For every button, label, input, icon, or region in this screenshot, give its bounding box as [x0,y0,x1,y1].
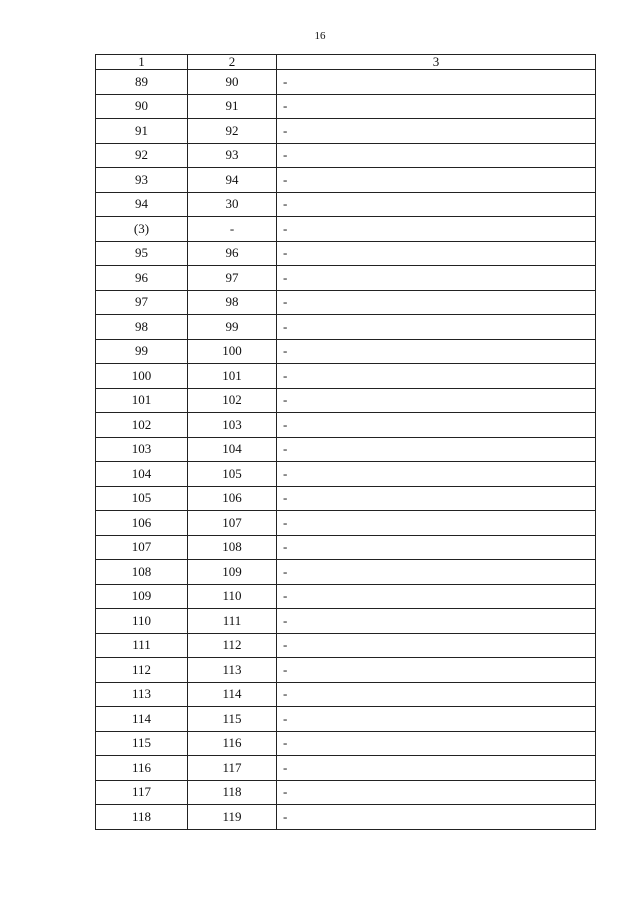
table-header-row [96,55,596,70]
table-cell-col-3: - [277,658,596,683]
table-cell-col-3: - [277,486,596,511]
table-cell-col-1: 116 [96,756,188,781]
column-header-3: 3 [277,55,596,70]
table-row [96,339,596,364]
table-cell-col-3: - [277,290,596,315]
table-cell-col-1: 101 [96,388,188,413]
table-cell-col-3: - [277,388,596,413]
table-row [96,731,596,756]
table-cell-col-1: 111 [96,633,188,658]
table-cell-col-2: 99 [188,315,277,340]
table-cell-col-1: 107 [96,535,188,560]
table-cell-col-3: - [277,780,596,805]
table-cell-col-1: 99 [96,339,188,364]
table-cell-col-1: 108 [96,560,188,585]
table-cell-col-2: - [188,217,277,242]
table-cell-col-3: - [277,192,596,217]
table-row [96,462,596,487]
table-cell-col-1: 98 [96,315,188,340]
table-cell-col-2: 105 [188,462,277,487]
table-cell-col-2: 111 [188,609,277,634]
table-cell-col-3: - [277,143,596,168]
table-cell-col-2: 30 [188,192,277,217]
table-cell-col-3: - [277,609,596,634]
table-cell-col-2: 93 [188,143,277,168]
table-cell-col-3: - [277,70,596,95]
table-row [96,217,596,242]
table-cell-col-2: 97 [188,266,277,291]
table-cell-col-1: 95 [96,241,188,266]
table-row [96,707,596,732]
table-cell-col-1: 100 [96,364,188,389]
table-cell-col-1: 97 [96,290,188,315]
table-cell-col-2: 115 [188,707,277,732]
table-cell-col-2: 113 [188,658,277,683]
table-cell-col-1: 104 [96,462,188,487]
column-header-2: 2 [188,55,277,70]
table-cell-col-3: - [277,756,596,781]
table-cell-col-2: 119 [188,805,277,830]
data-table [95,54,596,830]
table-row [96,584,596,609]
table-row [96,70,596,95]
table-cell-col-1: 115 [96,731,188,756]
table-row [96,805,596,830]
table-row [96,143,596,168]
page-number: 16 [314,30,326,42]
table-row [96,364,596,389]
table-cell-col-1: 113 [96,682,188,707]
table-cell-col-1: 92 [96,143,188,168]
table-cell-col-1: (3) [96,217,188,242]
table-cell-col-1: 94 [96,192,188,217]
table-cell-col-3: - [277,266,596,291]
table-row [96,437,596,462]
table-row [96,511,596,536]
table-cell-col-1: 103 [96,437,188,462]
table-cell-col-3: - [277,339,596,364]
table-cell-col-1: 110 [96,609,188,634]
table-cell-col-2: 118 [188,780,277,805]
table-cell-col-1: 102 [96,413,188,438]
table-cell-col-3: - [277,535,596,560]
table-cell-col-3: - [277,584,596,609]
table-row [96,633,596,658]
table-cell-col-3: - [277,119,596,144]
table-row [96,168,596,193]
table-row [96,94,596,119]
table-cell-col-1: 106 [96,511,188,536]
table-cell-col-3: - [277,560,596,585]
table-cell-col-3: - [277,462,596,487]
table-cell-col-1: 90 [96,94,188,119]
table-cell-col-2: 109 [188,560,277,585]
table-row [96,413,596,438]
table-cell-col-2: 112 [188,633,277,658]
table-row [96,486,596,511]
table-cell-col-3: - [277,241,596,266]
table-cell-col-2: 91 [188,94,277,119]
table-cell-col-1: 118 [96,805,188,830]
table-cell-col-2: 94 [188,168,277,193]
table-cell-col-3: - [277,805,596,830]
table-cell-col-1: 105 [96,486,188,511]
table-row [96,682,596,707]
table-cell-col-1: 112 [96,658,188,683]
table-cell-col-1: 91 [96,119,188,144]
table-cell-col-2: 103 [188,413,277,438]
table-row [96,290,596,315]
table-row [96,609,596,634]
table-row [96,266,596,291]
table-cell-col-2: 96 [188,241,277,266]
table-row [96,315,596,340]
table-row [96,780,596,805]
table-cell-col-3: - [277,437,596,462]
table-row [96,560,596,585]
table-cell-col-2: 101 [188,364,277,389]
table-cell-col-3: - [277,511,596,536]
table-cell-col-3: - [277,315,596,340]
table-cell-col-3: - [277,413,596,438]
table-cell-col-2: 106 [188,486,277,511]
table-cell-col-1: 109 [96,584,188,609]
table-cell-col-2: 107 [188,511,277,536]
table-cell-col-3: - [277,707,596,732]
table-cell-col-2: 110 [188,584,277,609]
table-row [96,388,596,413]
table-row [96,119,596,144]
table-row [96,535,596,560]
table-row [96,241,596,266]
table-cell-col-2: 104 [188,437,277,462]
table-row [96,756,596,781]
table-cell-col-1: 114 [96,707,188,732]
table-body [96,70,596,830]
table-cell-col-2: 98 [188,290,277,315]
table-cell-col-2: 114 [188,682,277,707]
table-cell-col-3: - [277,731,596,756]
table-cell-col-3: - [277,633,596,658]
table-cell-col-2: 116 [188,731,277,756]
table-cell-col-3: - [277,168,596,193]
table-cell-col-2: 90 [188,70,277,95]
table-row [96,658,596,683]
table-cell-col-2: 108 [188,535,277,560]
table-cell-col-2: 100 [188,339,277,364]
table-cell-col-1: 96 [96,266,188,291]
table-cell-col-3: - [277,364,596,389]
table-cell-col-1: 117 [96,780,188,805]
table-cell-col-1: 93 [96,168,188,193]
table-row [96,192,596,217]
table-cell-col-2: 92 [188,119,277,144]
table-cell-col-2: 102 [188,388,277,413]
table-cell-col-3: - [277,94,596,119]
table-cell-col-1: 89 [96,70,188,95]
column-header-1: 1 [96,55,188,70]
table-cell-col-2: 117 [188,756,277,781]
table-cell-col-3: - [277,682,596,707]
table-cell-col-3: - [277,217,596,242]
